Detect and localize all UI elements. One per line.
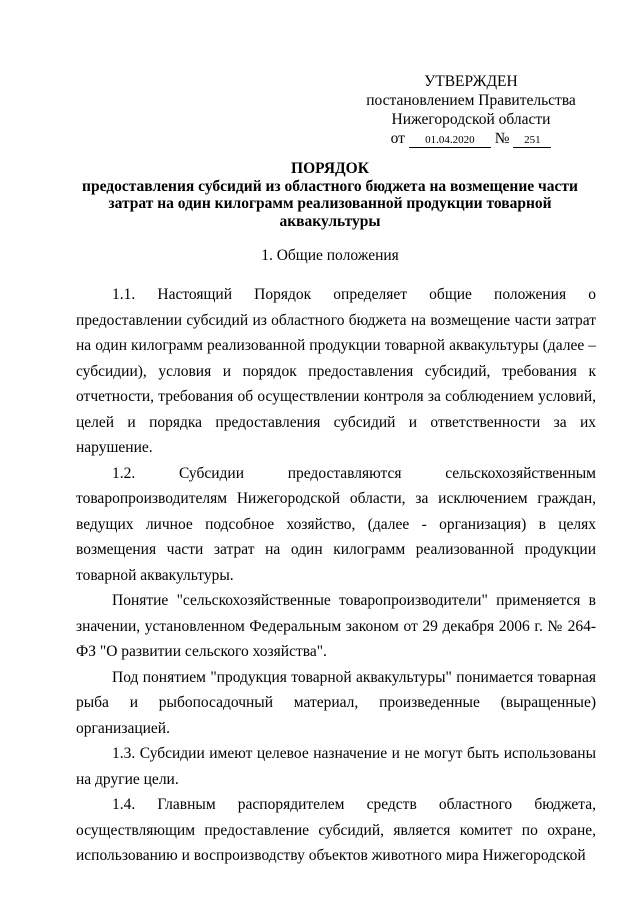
approval-block [358,72,584,148]
approved-label: УТВЕРЖДЕН [424,73,518,90]
paragraph-1-2: 1.2. Субсидии предоставляются сельскохозяйственным товаропроизводителям Нижегородской области, за исключением граждан, ведущих личное подсобное хозяйство, (далее - организация) в целях возмещения части затрат на один килограмм реализованной продукции товарной аквакультуры. [76,464,596,584]
title-subtitle: предоставления субсидий из областного бюджета на возмещение части затрат на один килограмм реализованной продукции товарной аквакультуры [82,177,578,230]
document-title [80,160,580,230]
approval-number: 251 [513,133,551,148]
approved-by-line-1: постановлением Правительства [366,92,576,109]
from-label: от [390,130,405,147]
paragraph-1-4: 1.4. Главным распорядителем средств областного бюджета, осуществляющим предоставление субсидий, является комитет по охране, использованию и воспроизводству объектов животного мира Нижегородской [76,796,596,864]
paragraph-aquaculture-definition: Под понятием "продукция товарной аквакультуры" понимается товарная рыба и рыбопосадочный материал, произведенные (выращенные) организацией. [76,668,596,737]
paragraph-1-1: 1.1. Настоящий Порядок определяет общие положения о предоставлении субсидий из областного бюджета на возмещение части затрат на один килограмм реализованной продукции товарной аквакультуры (далее – субсидии), условия и порядок предоставления субсидий, требования к отчетности, требования об осуществлении контроля за соблюдением условий, целей и порядка предоставления субсидий и ответственности за их нарушение. [76,286,596,456]
section-heading: 1. Общие положения [261,247,399,264]
document-body [76,282,596,869]
approved-by-line-2: Нижегородской области [391,111,551,128]
title-heading: ПОРЯДОК [291,160,369,177]
paragraph-1-3: 1.3. Субсидии имеют целевое назначение и не могут быть использованы на другие цели. [76,745,596,788]
number-label: № [494,130,510,147]
approval-date: 01.04.2020 [409,133,491,148]
paragraph-producers-definition: Понятие "сельскохозяйственные товаропроизводители" применяется в значении, установленном Федеральным законом от 29 декабря 2006 г. № 264-ФЗ "О развитии сельского хозяйства". [76,592,596,660]
approval-date-line [358,129,584,148]
